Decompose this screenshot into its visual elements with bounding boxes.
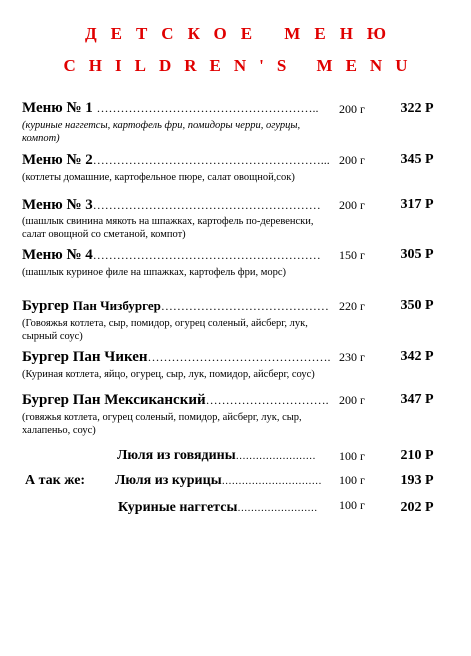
menu-item-price: 305 Р bbox=[400, 247, 434, 262]
item-name-text: Куриные наггетсы bbox=[118, 500, 238, 515]
menu-item-weight: 200 г bbox=[339, 393, 365, 407]
item-name-text: Меню № 2 bbox=[22, 152, 93, 168]
menu-item-weight: 220 г bbox=[339, 299, 365, 313]
menu-item-name bbox=[22, 152, 330, 169]
menu-item-name bbox=[22, 298, 329, 315]
leader-dots: …………………………………………………... bbox=[92, 153, 330, 167]
also-label: А так же: bbox=[25, 473, 86, 488]
leader-dots: …………………………. bbox=[205, 393, 329, 407]
menu-item-price: 350 Р bbox=[400, 298, 434, 313]
menu-item-price: 342 Р bbox=[400, 349, 434, 364]
item-name-text: Меню № 1 bbox=[22, 100, 93, 116]
extra-item-price: 193 Р bbox=[400, 473, 434, 488]
leader-dots: …………………………………… bbox=[160, 299, 329, 313]
leader-dots: ………………………………………. bbox=[147, 350, 331, 364]
menu-item-name bbox=[22, 197, 321, 214]
extra-item-name bbox=[115, 473, 322, 489]
extra-item-weight: 100 г bbox=[339, 449, 365, 463]
leader-dots: ………………………………………………… bbox=[92, 198, 321, 212]
menu-item-price: 347 Р bbox=[400, 392, 434, 407]
item-name-text: Бургер Пан Чикен bbox=[22, 349, 148, 365]
menu-item-description: (шашлык свинина мякоть на шпажках, картофель по-деревенски, салат овощной со сметаной, компот) bbox=[22, 216, 314, 240]
menu-item-weight: 200 г bbox=[339, 198, 365, 212]
leader-dots: ………………………………………………… bbox=[92, 248, 321, 262]
menu-item-weight: 200 г bbox=[339, 102, 365, 116]
leader-dots: ………………………… bbox=[221, 476, 322, 487]
leader-dots: …………………… bbox=[237, 503, 318, 514]
menu-item-description: (котлеты домашние, картофельное пюре, салат овощной,сок) bbox=[22, 172, 295, 183]
menu-item-name bbox=[22, 247, 321, 264]
extra-item-price: 210 Р bbox=[400, 448, 434, 463]
menu-item-name bbox=[22, 392, 329, 409]
menu-item-weight: 200 г bbox=[339, 153, 365, 167]
menu-item-price: 345 Р bbox=[400, 152, 434, 167]
menu-item-price: 322 Р bbox=[400, 101, 434, 116]
extra-item-weight: 100 г bbox=[339, 473, 365, 487]
leader-dots: …………………… bbox=[235, 451, 316, 462]
title-russian: ДЕТСКОЕ МЕНЮ bbox=[84, 24, 401, 43]
menu-item-weight: 150 г bbox=[339, 248, 365, 262]
menu-item-description: (говяжья котлета, огурец соленый, помидор, айсберг, лук, сыр, халапеньо, соус) bbox=[22, 412, 302, 436]
item-name-text: Бургер Пан Мексиканский bbox=[22, 392, 206, 408]
menu-item-price: 317 Р bbox=[400, 197, 434, 212]
extra-item-name bbox=[117, 448, 316, 464]
item-name-subtext: Пан Чизбургер bbox=[72, 298, 161, 313]
menu-item-description: (шашлык куриное филе на шпажках, картофель фри, морс) bbox=[22, 267, 287, 278]
item-name-text: Меню № 4 bbox=[22, 247, 93, 263]
menu-item-description: (Куриная котлета, яйцо, огурец, сыр, лук, помидор, айсберг, соус) bbox=[22, 369, 315, 380]
item-name-text: Люля из курицы bbox=[115, 473, 222, 488]
menu-item-description: (Говояжья котлета, сыр, помидор, огурец соленый, айсберг, лук, сырный соус) bbox=[22, 318, 308, 342]
item-name-text: Люля из говядины bbox=[117, 448, 236, 463]
menu-item-weight: 230 г bbox=[339, 350, 365, 364]
leader-dots: ……………………………………………….. bbox=[96, 101, 319, 115]
title-english: CHILDREN'S MENU bbox=[63, 56, 421, 75]
item-name-text: Меню № 3 bbox=[22, 197, 93, 213]
menu-item-description: (куриные наггетсы, картофель фри, помидоры черри, огурцы, компот) bbox=[22, 120, 301, 144]
extra-item-weight: 100 г bbox=[339, 498, 365, 512]
menu-item-name bbox=[22, 100, 319, 117]
menu-item-name bbox=[22, 349, 331, 366]
extra-item-price: 202 Р bbox=[400, 500, 434, 515]
extra-item-name bbox=[118, 500, 317, 516]
item-name-text: Бургер bbox=[22, 298, 69, 314]
